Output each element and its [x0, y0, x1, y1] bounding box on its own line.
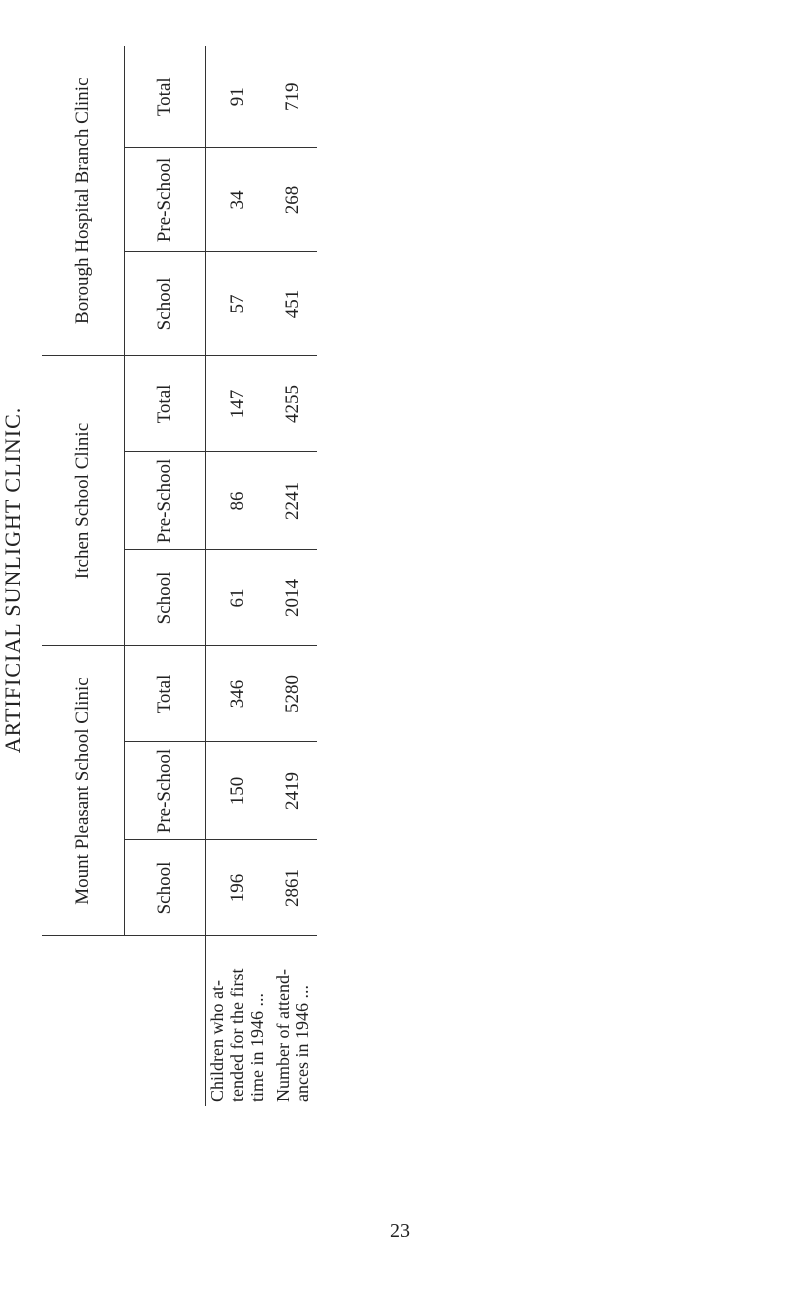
- table-cell: 57: [206, 252, 270, 356]
- page-number: 23: [390, 1220, 410, 1242]
- table-cell: 4255: [269, 356, 317, 452]
- table-cell: 150: [206, 742, 270, 840]
- col-header: School: [125, 550, 206, 646]
- col-header: School: [125, 252, 206, 356]
- table-cell: 2861: [269, 840, 317, 936]
- table-cell: 2241: [269, 452, 317, 550]
- row-label: Number of attend-ances in 1946 ...: [272, 969, 313, 1102]
- table-row: [269, 46, 317, 1106]
- table-cell: 196: [206, 840, 270, 936]
- table-row: [206, 46, 270, 1106]
- col-header: Pre-School: [125, 742, 206, 840]
- row-label-header: [42, 936, 206, 1106]
- table-cell: 86: [206, 452, 270, 550]
- group-header-borough-hospital: Borough Hospital Branch Clinic: [42, 46, 125, 356]
- group-header-row: [42, 46, 125, 1106]
- rotated-table-page: [0, 40, 540, 1120]
- row-label: Children who at-tended for the first time in 1946 ...: [207, 968, 267, 1102]
- table-cell: 346: [206, 646, 270, 742]
- table-cell: 5280: [269, 646, 317, 742]
- table-cell: 91: [206, 46, 270, 148]
- col-header: School: [125, 840, 206, 936]
- col-header: Pre-School: [125, 452, 206, 550]
- group-header-itchen: Itchen School Clinic: [42, 356, 125, 646]
- col-header: Total: [125, 46, 206, 148]
- table-cell: 719: [269, 46, 317, 148]
- col-header: Total: [125, 646, 206, 742]
- table-cell: 268: [269, 148, 317, 252]
- table-cell: 61: [206, 550, 270, 646]
- table-cell: 2014: [269, 550, 317, 646]
- clinic-table: [42, 46, 317, 1106]
- group-header-mount-pleasant: Mount Pleasant School Clinic: [42, 646, 125, 936]
- page-title: ARTIFICIAL SUNLIGHT CLINIC.: [0, 406, 25, 754]
- col-header: Pre-School: [125, 148, 206, 252]
- table-cell: 451: [269, 252, 317, 356]
- col-header: Total: [125, 356, 206, 452]
- table-cell: 147: [206, 356, 270, 452]
- table-cell: 2419: [269, 742, 317, 840]
- table-cell: 34: [206, 148, 270, 252]
